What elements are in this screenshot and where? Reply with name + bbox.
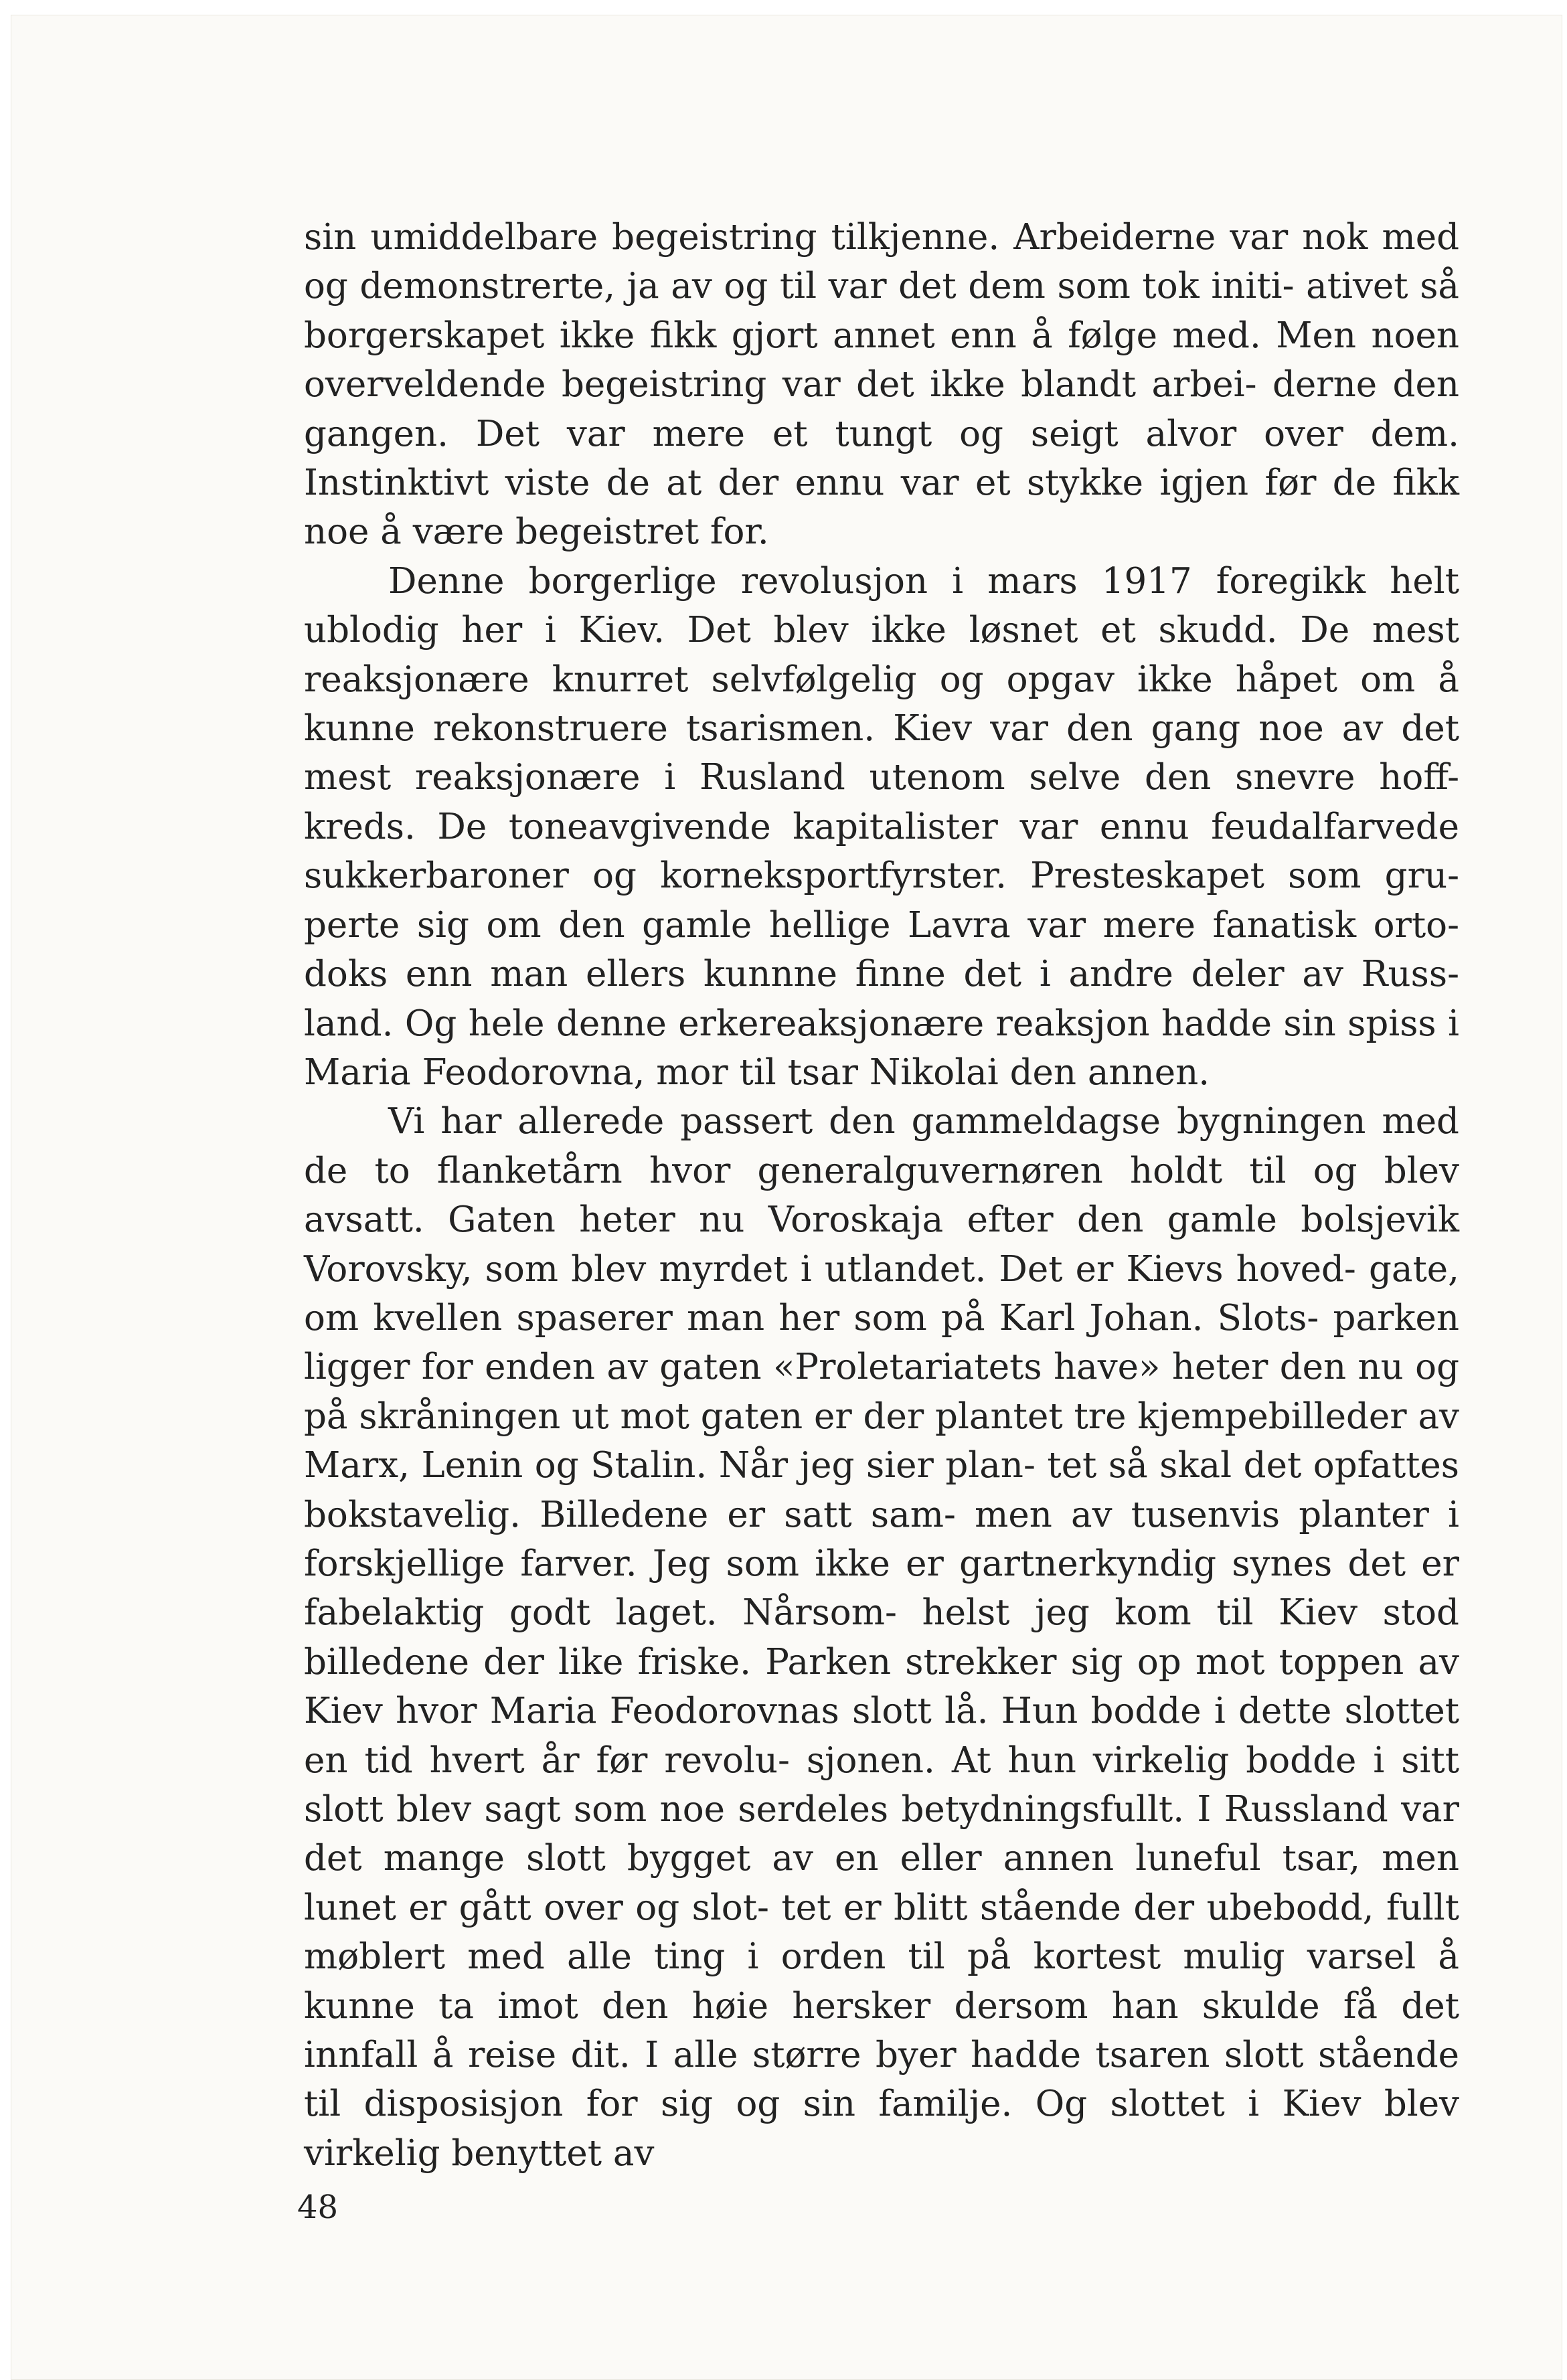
- paragraph-continuation: sin umiddelbare begeistring tilkjenne. Arbeiderne var nok med og demonstrerte, ja av og til var det dem som tok initi- ativet så borgerskapet ikke fikk gjort annet enn å følge med. Men noen overveldende begeistring var det ikke blandt arbei- derne den gangen. Det var mere et tungt og seigt alvor over dem. Instinktivt viste de at der ennu var et stykke igjen før de fikk noe å være begeistret for.: [304, 217, 1459, 553]
- page-sheet: [11, 15, 1562, 2380]
- paragraph-kiev-revolution: Denne borgerlige revolusjon i mars 1917 foregikk helt ublodig her i Kiev. Det blev ikke løsnet et skudd. De mest reaksjonære knurret selvfølgelig og opgav ikke håpet om å kunne rekonstruere tsarismen. Kiev var den gang noe av det mest reaksjonære i Rusland utenom selve den snevre hoff- kreds. De toneavgivende kapitalister var ennu feudalfarvede sukkerbaroner og korneksportfyrster. Presteskapet som gru- perte sig om den gamle hellige Lavra var mere fanatisk orto- doks enn man ellers kunnne finne det i andre deler av Russ- land. Og hele denne erkereaksjonære reaksjon hadde sin spiss i Maria Feodorovna, mor til tsar Nikolai den annen.: [304, 560, 1459, 1093]
- paragraph-voroskaja-street: Vi har allerede passert den gammeldagse bygningen med de to flanketårn hvor generalguvernøren holdt til og blev avsatt. Gaten heter nu Voroskaja efter den gamle bolsjevik Vorovsky, som blev myrdet i utlandet. Det er Kievs hoved- gate, om kvellen spaserer man her som på Karl Johan. Slots- parken ligger for enden av gaten «Proletariatets have» heter den nu og på skråningen ut mot gaten er der plantet tre kjempebilleder av Marx, Lenin og Stalin. Når jeg sier plan- tet så skal det opfattes bokstavelig. Billedene er satt sam- men av tusenvis planter i forskjellige farver. Jeg som ikke er gartnerkyndig synes det er fabelaktig godt laget. Nårsom- helst jeg kom til Kiev stod billedene der like friske. Parken strekker sig op mot toppen av Kiev hvor Maria Feodorovnas slott lå. Hun bodde i dette slottet en tid hvert år før revolu- sjonen. At hun virkelig bodde i sitt slott blev sagt som noe serdeles betydningsfullt. I Russland var det mange slott bygget av en eller annen luneful tsar, men lunet er gått over og slot- tet er blitt stående der ubebodd, fullt møblert med alle ting i orden til på kortest mulig varsel å kunne ta imot den høie hersker dersom han skulde få det innfall å reise dit. I alle større byer hadde tsaren slott stående til disposisjon for sig og sin familje. Og slottet i Kiev blev virkelig benyttet av: [304, 1101, 1459, 2174]
- body-text: [304, 213, 1459, 2178]
- page-number: 48: [297, 2189, 339, 2226]
